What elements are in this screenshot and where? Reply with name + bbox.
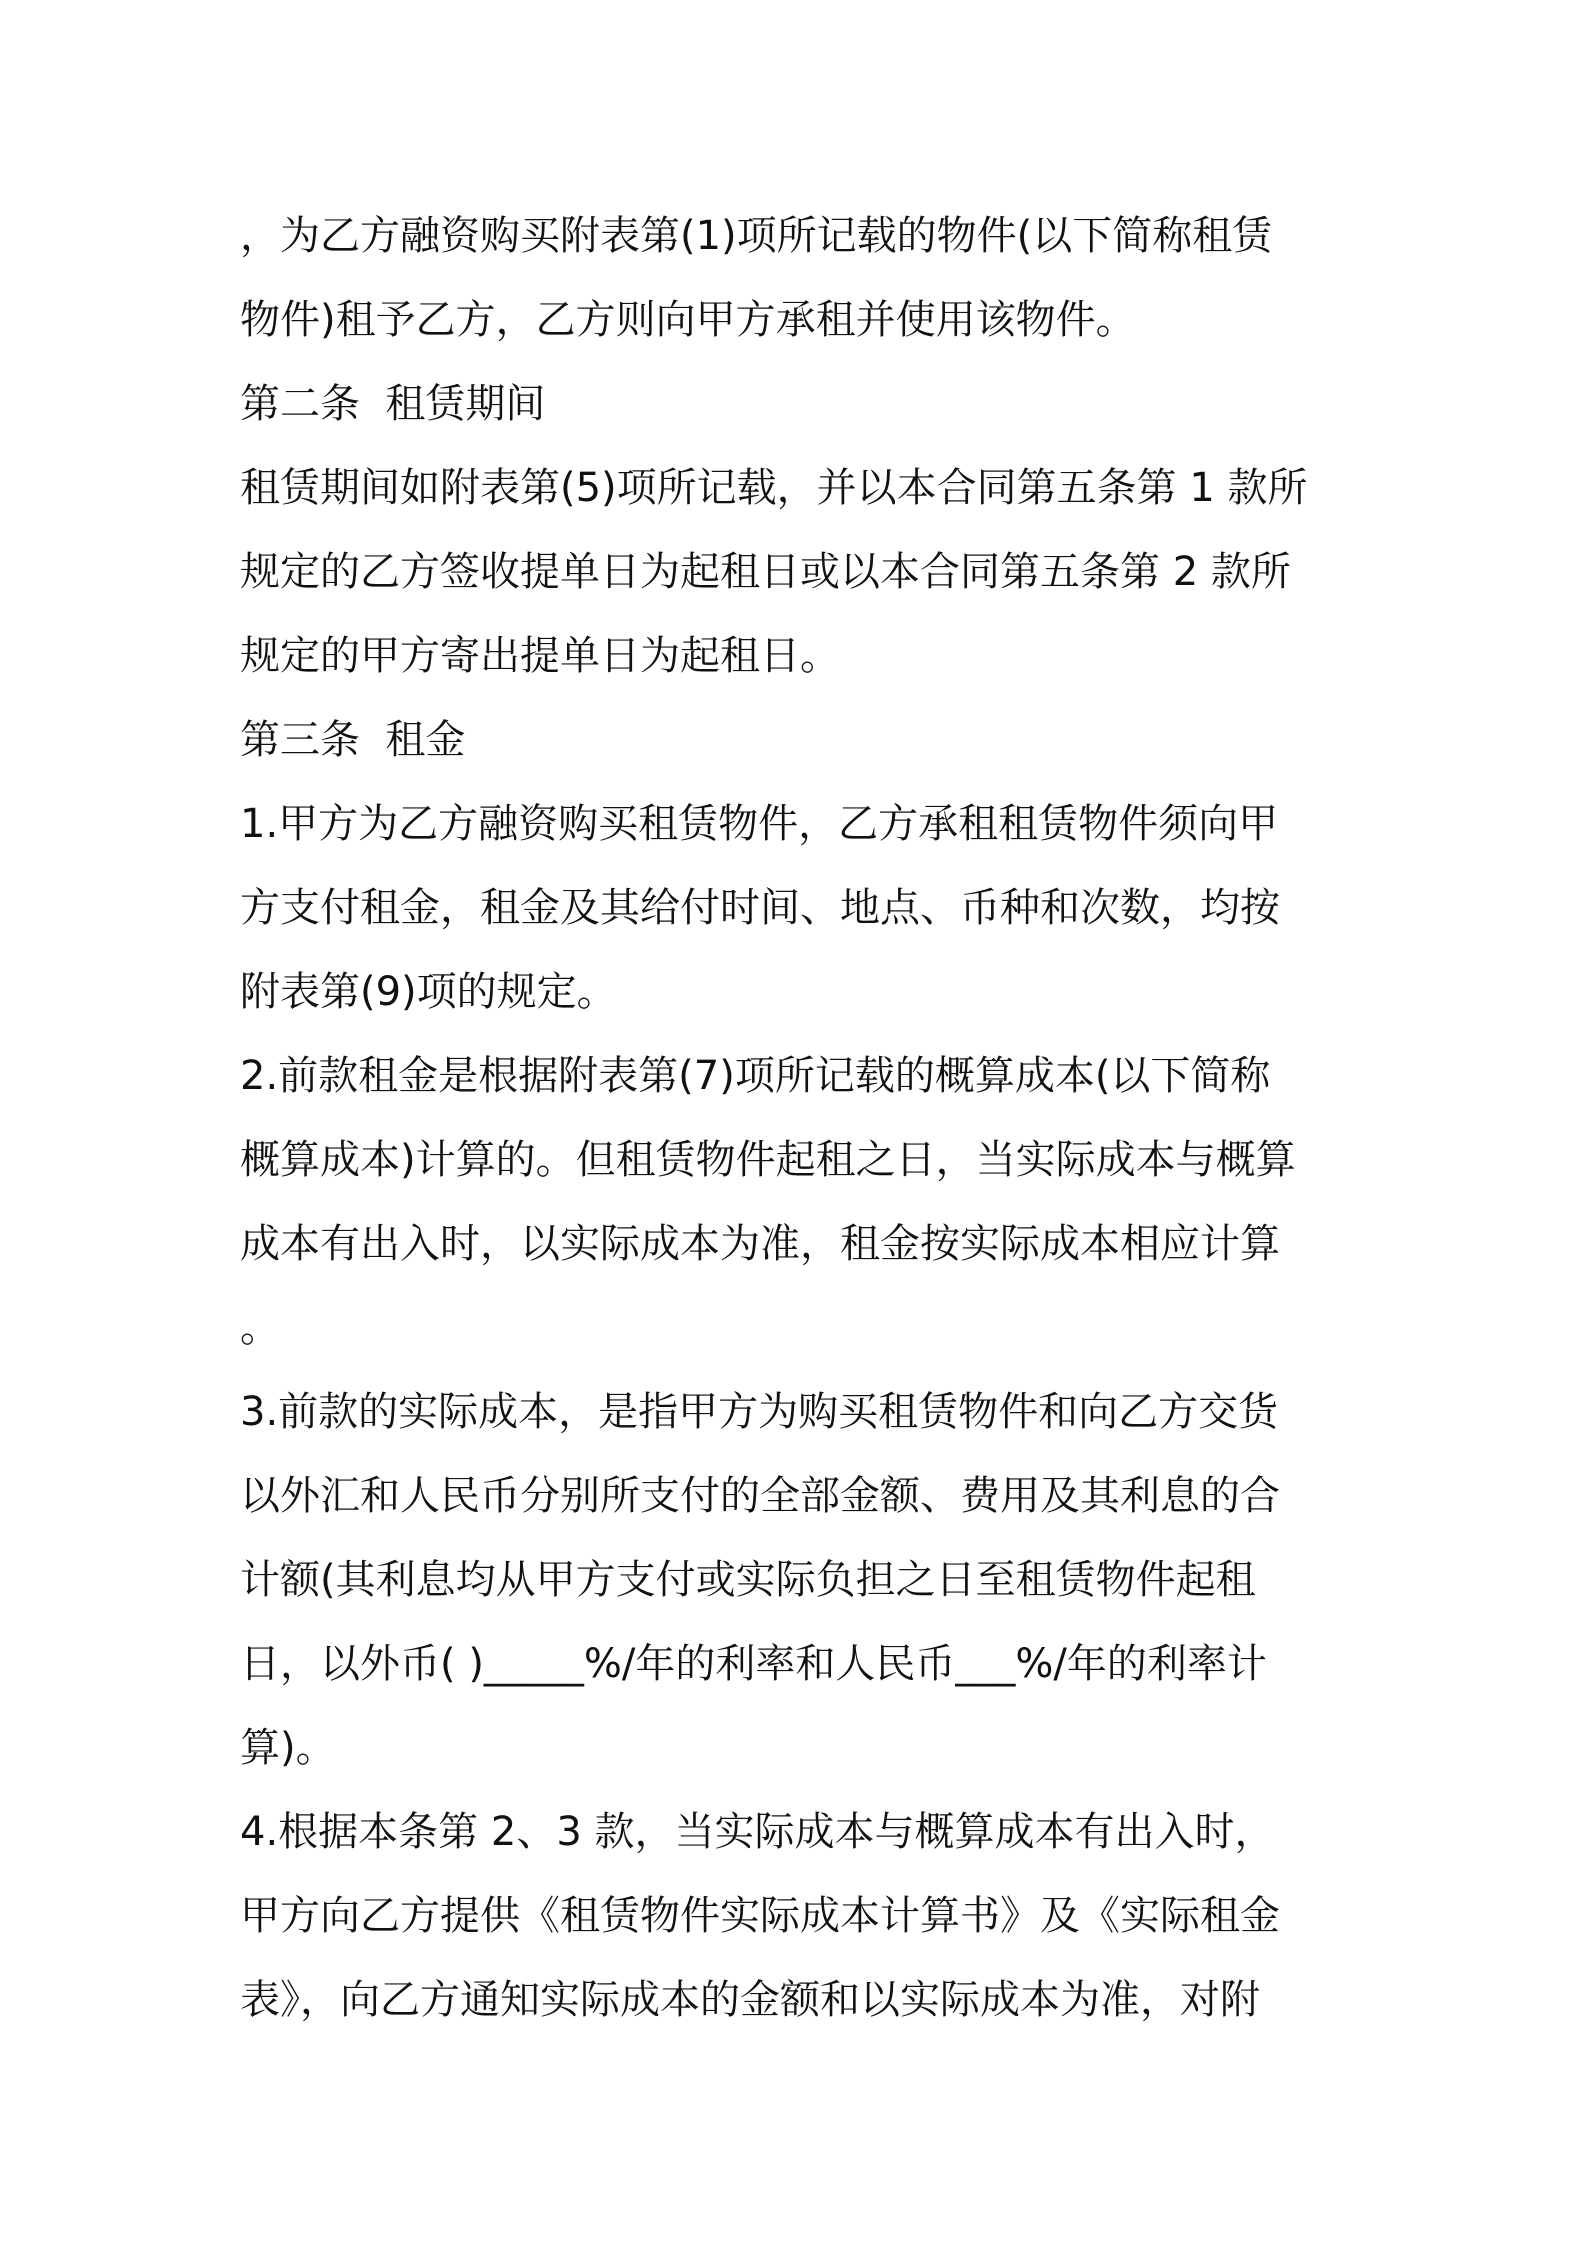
contract-text — [240, 194, 1360, 2042]
text-line: 方支付租金，租金及其给付时间、地点、币种和次数，均按 — [240, 885, 1280, 931]
text-line: 规定的乙方签收提单日为起租日或以本合同第五条第 2 款所 — [240, 549, 1291, 595]
text-line: 附表第(9)项的规定。 — [240, 969, 617, 1015]
article-heading: 第二条 租赁期间 — [240, 381, 546, 427]
text-line: 规定的甲方寄出提单日为起租日。 — [240, 633, 840, 679]
text-line: 4.根据本条第 2、3 款，当实际成本与概算成本有出入时， — [240, 1809, 1275, 1855]
text-line: ，为乙方融资购买附表第(1)项所记载的物件(以下简称租赁 — [240, 213, 1273, 259]
text-line: 3.前款的实际成本，是指甲方为购买租赁物件和向乙方交货 — [240, 1389, 1279, 1435]
text-line: 成本有出入时，以实际成本为准，租金按实际成本相应计算 — [240, 1221, 1280, 1267]
text-line: 租赁期间如附表第(5)项所记载，并以本合同第五条第 1 款所 — [240, 465, 1308, 511]
text-line: 2.前款租金是根据附表第(7)项所记载的概算成本(以下简称 — [240, 1053, 1271, 1099]
text-line: 以外汇和人民币分别所支付的全部金额、费用及其利息的合 — [240, 1473, 1280, 1519]
text-line: 。 — [240, 1305, 280, 1351]
text-line: 计额(其利息均从甲方支付或实际负担之日至租赁物件起租 — [240, 1557, 1256, 1603]
text-line: 物件)租予乙方，乙方则向甲方承租并使用该物件。 — [240, 297, 1136, 343]
text-line: 概算成本)计算的。但租赁物件起租之日，当实际成本与概算 — [240, 1137, 1296, 1183]
text-line: 甲方向乙方提供《租赁物件实际成本计算书》及《实际租金 — [240, 1893, 1280, 1939]
text-line: 日，以外币( )_____%/年的利率和人民币___%/年的利率计 — [240, 1641, 1267, 1687]
text-line: 算)。 — [240, 1725, 336, 1771]
text-line: 表》，向乙方通知实际成本的金额和以实际成本为准，对附 — [240, 1977, 1260, 2023]
text-line: 1.甲方为乙方融资购买租赁物件，乙方承租租赁物件须向甲 — [240, 801, 1279, 847]
article-heading: 第三条 租金 — [240, 717, 466, 763]
